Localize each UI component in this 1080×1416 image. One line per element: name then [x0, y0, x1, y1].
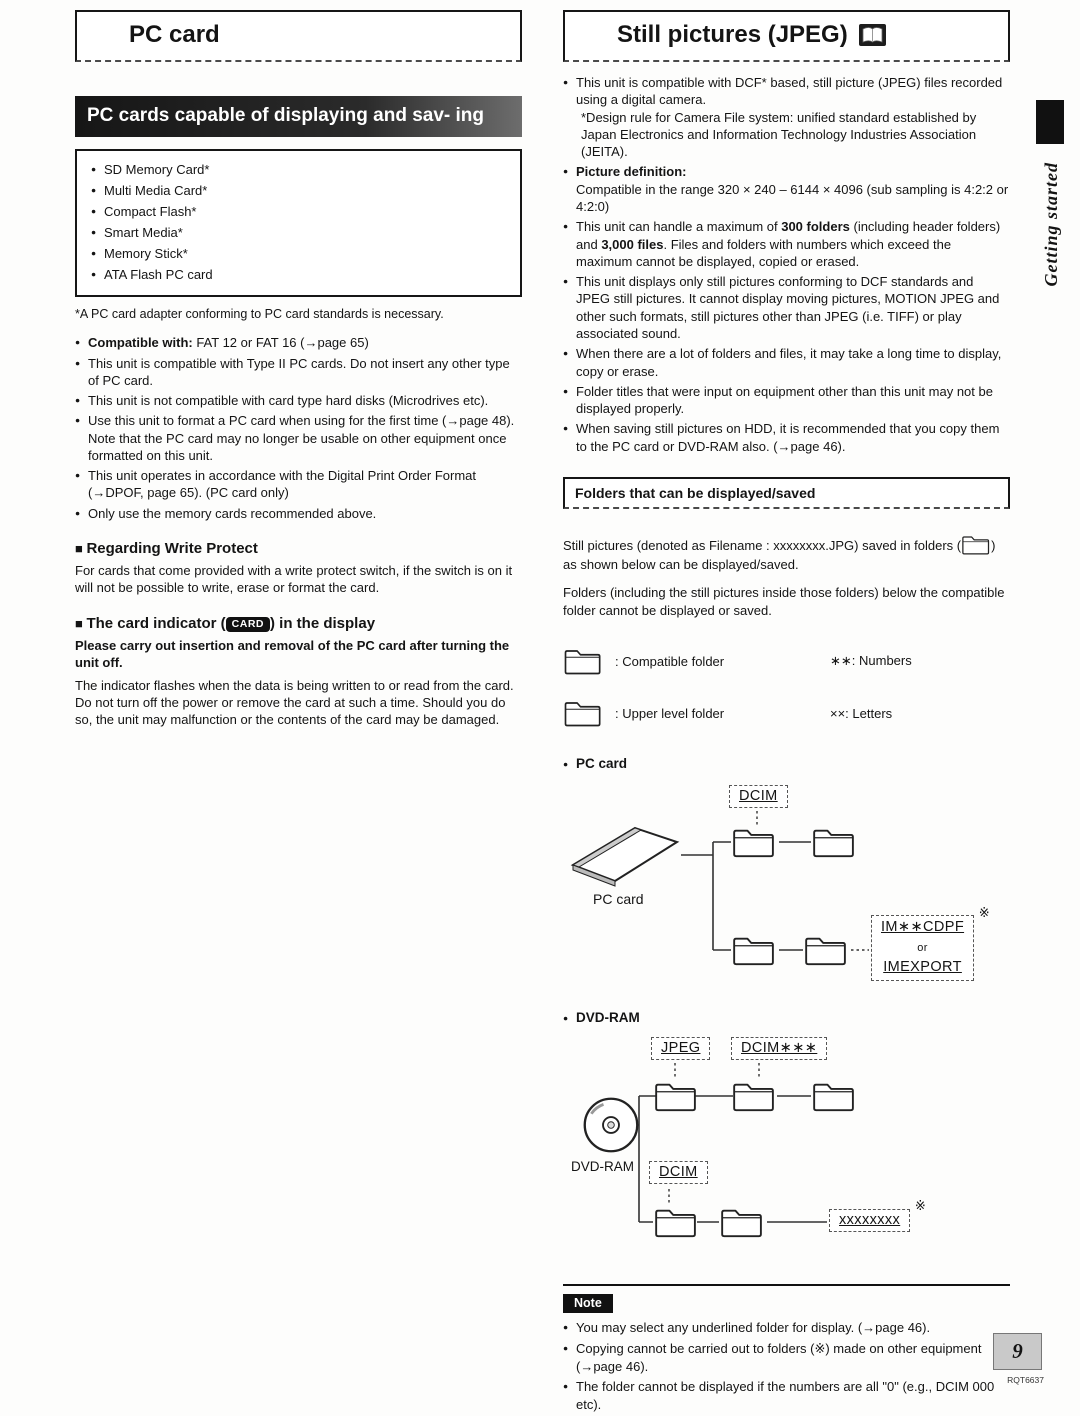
right-column: [563, 10, 1010, 1416]
bullet-item: ● This unit is compatible with Type II PC cards. Do not insert any other type of PC card.: [75, 355, 522, 390]
or-text: or: [917, 942, 928, 955]
dvd-ram-diagram-heading: ● DVD-RAM: [563, 1010, 1010, 1025]
legend-key: ∗∗: Numbers: [830, 653, 912, 669]
legend-row: [563, 698, 1010, 728]
dvd-ram-diagram: [563, 1037, 1010, 1272]
folders-para1: [563, 533, 1010, 574]
folder-icon: [803, 933, 849, 967]
legend-label: : Upper level folder: [615, 705, 725, 721]
pc-card-device-label: PC card: [593, 891, 644, 908]
list-item: ● Compact Flash*: [91, 201, 506, 222]
bullet-item: ● Folder titles that were input on equipment other than this unit may not be displayed properly.: [563, 383, 1010, 418]
heading-post: ) in the display: [270, 614, 376, 632]
left-column: [75, 10, 522, 729]
card-indicator-warning: Please carry out insertion and removal of the PC card after turning the unit off.: [75, 637, 510, 671]
bullet-item: ● This unit operates in accordance with the Digital Print Order Format (→DPOF, page 65). (PC card only): [75, 467, 522, 502]
folder-icon: [731, 933, 777, 967]
note-badge: Note: [563, 1294, 613, 1313]
bullet-item: [563, 163, 1010, 215]
pc-card-diagram: [563, 785, 1010, 1000]
dcim-stars-folder-label: [731, 1037, 827, 1060]
list-item: ● ATA Flash PC card: [91, 264, 506, 285]
chapter-label: Getting started: [1041, 162, 1061, 287]
card-indicator-body: The indicator flashes when the data is being written to or read from the card. Do not turn off the power or remove the card at such a time. Should you do so, the unit may malfunction or the contents of the card may be damaged.: [75, 677, 514, 728]
reference-mark: ※: [914, 1198, 927, 1214]
note-item: ● The folder cannot be displayed if the numbers are all "0" (e.g., DCIM 000 etc).: [563, 1378, 1010, 1413]
footnote: *A PC card adapter conforming to PC card standards is necessary.: [75, 306, 444, 321]
open-book-icon: [858, 22, 888, 48]
still-pictures-section-title: [563, 10, 1010, 62]
card-indicator-section: [75, 615, 522, 729]
pc-card-section-title: [75, 10, 522, 62]
folder-icon: [811, 825, 857, 859]
note-list: [563, 1319, 1010, 1413]
folder-icon: [731, 1079, 777, 1113]
folder-icon: [731, 825, 777, 859]
bullet-body: Compatible in the range 320 × 240 – 6144 × 4096 (sub sampling is 4:2:2 or 4:2:0): [576, 181, 1009, 214]
folder-icon: [719, 1205, 765, 1239]
heading-pre: The card indicator (: [86, 614, 226, 632]
pc-card-diagram-heading: ● PC card: [563, 756, 1010, 771]
bullet-subnote: *Design rule for Camera File system: unified standard established by Japan Electronics and Information Technology Industries Association (JEITA).: [581, 109, 977, 160]
card-indicator-heading: [75, 615, 522, 632]
files-label-box: [829, 1198, 927, 1232]
bullet-item: ● This unit displays only still pictures conforming to DCF standards and JPEG still pictures. It cannot display moving pictures, MOTION JPEG and other such formats, still pictures other than JPEG (i.e. TIFF) or play associated sound.: [563, 273, 1010, 342]
bullet-item: ● Only use the memory cards recommended above.: [75, 505, 522, 522]
folder-icon: [653, 1079, 699, 1113]
folder-icon: [653, 1205, 699, 1239]
legend-key: ××: Letters: [830, 705, 893, 721]
list-item: ● Smart Media*: [91, 222, 506, 243]
section-banner: PC cards capable of displaying and sav- ing: [75, 96, 522, 137]
folder-icon: [563, 698, 603, 728]
bullet-text: This unit is compatible with DCF* based, still picture (JPEG) files recorded using a digital camera.: [576, 75, 1003, 108]
bullet-bold: 300 folders: [781, 219, 850, 235]
dcim-stars-text: DCIM∗∗∗: [741, 1040, 818, 1057]
note-item: ● Copying cannot be carried out to folders (※) made on other equipment (→page 46).: [563, 1340, 1010, 1375]
bullet-item: [563, 218, 1010, 270]
card-types-box: [75, 149, 522, 297]
list-item: ● Memory Stick*: [91, 243, 506, 264]
folders-heading-box: Folders that can be displayed/saved: [563, 477, 1010, 509]
bullet-text: FAT 12 or FAT 16 (→page 65): [192, 335, 369, 351]
bullet-item: ● Use this unit to format a PC card when using for the first time (→page 48). Note that the PC card may no longer be usable on other equipment once formatted on this unit.: [75, 412, 522, 464]
write-protect-heading: ■ Regarding Write Protect: [75, 540, 522, 557]
im-folder-label-box: [871, 905, 991, 981]
note-section: [563, 1294, 1010, 1413]
model-code: RQT6637: [1007, 1375, 1044, 1385]
divider: [563, 1284, 1010, 1286]
dcim-text: DCIM: [739, 788, 778, 805]
bullet-item: [563, 74, 1010, 160]
imexport-text: IMEXPORT: [883, 958, 962, 975]
dcim-folder-label: [649, 1161, 708, 1184]
bullet-item: ● This unit is not compatible with card type hard disks (Microdrives etc).: [75, 392, 522, 409]
bullet-text: . Files and folders with numbers which exceed the maximum cannot be displayed, copied or erased.: [576, 236, 952, 269]
legend-row: [563, 646, 1010, 676]
para-text: ) as shown below can be displayed/saved.: [563, 537, 996, 572]
card-indicator-badge: CARD: [226, 617, 270, 632]
list-item: ● Multi Media Card*: [91, 180, 506, 201]
para-text: Still pictures (denoted as Filename : xxxxxxxx.JPG) saved in folders (: [563, 537, 962, 553]
dvd-ram-disc-graphic: [581, 1095, 641, 1155]
chapter-tab-marker: [1036, 100, 1064, 144]
bullet-text: This unit can handle a maximum of: [576, 219, 782, 235]
jpeg-text: JPEG: [661, 1040, 701, 1057]
pc-card-title-text: PC card: [129, 21, 220, 48]
page-number: 9: [993, 1333, 1042, 1370]
dcim-folder-label: [729, 785, 788, 808]
bullet-item: [75, 334, 522, 351]
write-protect-section: [75, 540, 522, 597]
bullet-item: ● When there are a lot of folders and files, it may take a long time to display, copy or erase.: [563, 345, 1010, 380]
folders-para2: Folders (including the still pictures inside those folders) below the compatible folder cannot be displayed or saved.: [563, 585, 1005, 619]
legend-label: : Compatible folder: [615, 653, 725, 669]
pc-card-graphic: [569, 821, 683, 889]
bullet-text: (including header folders) and: [576, 219, 1001, 252]
jpeg-folder-label: [651, 1037, 710, 1060]
still-pictures-title-text: Still pictures (JPEG): [617, 21, 848, 48]
folder-legend: [563, 646, 1010, 728]
bullet-bold: Compatible with:: [88, 335, 193, 351]
bullet-item: ● When saving still pictures on HDD, it is recommended that you copy them to the PC card or DVD-RAM also. (→page 46).: [563, 420, 1010, 455]
im-cdpf-text: IM∗∗CDPF: [881, 919, 965, 936]
bullet-bold: 3,000 files: [601, 236, 664, 252]
bullet-bold: Picture definition:: [576, 164, 687, 180]
reference-mark: ※: [978, 905, 991, 921]
dcim-text: DCIM: [659, 1164, 698, 1181]
card-types-list: [91, 159, 506, 285]
folder-icon: [563, 646, 603, 676]
folder-icon: [811, 1079, 857, 1113]
dvd-ram-device-label: DVD-RAM: [571, 1159, 634, 1175]
list-item: ● SD Memory Card*: [91, 159, 506, 180]
pc-card-bullets: [75, 334, 522, 522]
files-text: xxxxxxxx: [839, 1212, 901, 1229]
write-protect-body: For cards that come provided with a write protect switch, if the switch is on it will not be possible to write, erase or format the card.: [75, 563, 513, 596]
jpeg-bullets: [563, 74, 1010, 455]
note-item: ● You may select any underlined folder for display. (→page 46).: [563, 1319, 1010, 1337]
folder-icon: [961, 533, 991, 556]
